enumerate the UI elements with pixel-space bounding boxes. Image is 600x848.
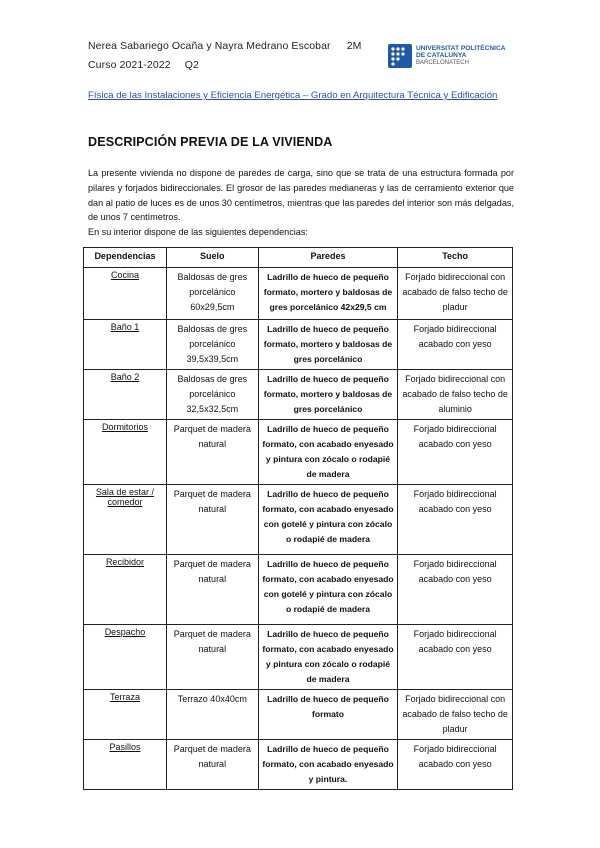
- cell-paredes: Ladrillo de hueco de pequeño formato: [258, 690, 398, 740]
- table-row: [84, 555, 513, 625]
- cell-techo: Forjado bidireccional acabado con yeso: [398, 320, 513, 370]
- cell-suelo: Parquet de madera natural: [166, 740, 258, 790]
- header-paredes: Paredes: [258, 248, 398, 268]
- header-dependencias: Dependencias: [84, 248, 167, 268]
- table-row: [84, 485, 513, 555]
- cell-suelo: Parquet de madera natural: [166, 485, 258, 555]
- upc-logo: [388, 44, 518, 72]
- header-techo: Techo: [398, 248, 513, 268]
- cell-techo: Forjado bidireccional con acabado de falso techo de pladur: [398, 690, 513, 740]
- cell-paredes: Ladrillo de hueco de pequeño formato, mortero y baldosas de gres porcelánico 42x29,5 cm: [258, 268, 398, 320]
- cell-techo: Forjado bidireccional acabado con yeso: [398, 625, 513, 690]
- cell-techo: Forjado bidireccional con acabado de falso techo de aluminio: [398, 370, 513, 420]
- cell-dependencia: Sala de estar / comedor: [84, 485, 167, 555]
- cell-paredes: Ladrillo de hueco de pequeño formato, con acabado enyesado con gotelé y pintura con zócalo o rodapié de madera: [258, 485, 398, 555]
- course-link[interactable]: Física de las Instalaciones y Eficiencia Energética – Grado en Arquitectura Técnica y Edificación: [88, 90, 498, 101]
- cell-suelo: Baldosas de gres porcelánico 60x29,5cm: [166, 268, 258, 320]
- cell-techo: Forjado bidireccional acabado con yeso: [398, 555, 513, 625]
- cell-suelo: Parquet de madera natural: [166, 555, 258, 625]
- course-text: Curso 2021-2022: [88, 59, 171, 71]
- table-row: [84, 625, 513, 690]
- logo-line3: BARCELONATECH: [416, 59, 469, 66]
- cell-dependencia: Recibidor: [84, 555, 167, 625]
- table-row: [84, 268, 513, 320]
- table-header-row: [84, 248, 513, 268]
- header-authors-line: [88, 40, 362, 52]
- cell-techo: Forjado bidireccional acabado con yeso: [398, 485, 513, 555]
- cell-suelo: Parquet de madera natural: [166, 420, 258, 485]
- table-row: [84, 370, 513, 420]
- logo-line1: UNIVERSITAT POLITÈCNICA: [416, 45, 506, 52]
- table-row: [84, 690, 513, 740]
- logo-line2: DE CATALUNYA: [416, 52, 467, 60]
- table-row: [84, 740, 513, 790]
- term-text: Q2: [184, 59, 199, 71]
- cell-dependencia: Baño 2: [84, 370, 167, 420]
- cell-techo: Forjado bidireccional con acabado de falso techo de pladur: [398, 268, 513, 320]
- group-text: 2M: [346, 40, 362, 52]
- cell-techo: Forjado bidireccional acabado con yeso: [398, 740, 513, 790]
- cell-suelo: Baldosas de gres porcelánico 39,5x39,5cm: [166, 320, 258, 370]
- cell-dependencia: Cocina: [84, 268, 167, 320]
- cell-paredes: Ladrillo de hueco de pequeño formato, con acabado enyesado y pintura con zócalo o rodapié de madera: [258, 625, 398, 690]
- cell-dependencia: Dormitorios: [84, 420, 167, 485]
- cell-dependencia: Terraza: [84, 690, 167, 740]
- cell-suelo: Terrazo 40x40cm: [166, 690, 258, 740]
- cell-techo: Forjado bidireccional acabado con yeso: [398, 420, 513, 485]
- cell-dependencia: Baño 1: [84, 320, 167, 370]
- authors-text: Nerea Sabariego Ocaña y Nayra Medrano Escobar: [88, 40, 331, 52]
- cell-paredes: Ladrillo de hueco de pequeño formato, con acabado enyesado y pintura.: [258, 740, 398, 790]
- upc-logo-text: [416, 45, 506, 67]
- table-row: [84, 420, 513, 485]
- cell-dependencia: Pasillos: [84, 740, 167, 790]
- cell-paredes: Ladrillo de hueco de pequeño formato, con acabado enyesado con gotelé y pintura con zócalo o rodapié de madera: [258, 555, 398, 625]
- intro-text: [88, 166, 514, 240]
- cell-dependencia: Despacho: [84, 625, 167, 690]
- dependencies-table: [83, 247, 513, 790]
- header-course-line: [88, 59, 199, 71]
- upc-logo-icon: [388, 44, 412, 68]
- table-row: [84, 320, 513, 370]
- cell-suelo: Baldosas de gres porcelánico 32,5x32,5cm: [166, 370, 258, 420]
- cell-suelo: Parquet de madera natural: [166, 625, 258, 690]
- cell-paredes: Ladrillo de hueco de pequeño formato, con acabado enyesado y pintura con zócalo o rodapié de madera: [258, 420, 398, 485]
- cell-paredes: Ladrillo de hueco de pequeño formato, mortero y baldosas de gres porcelánico: [258, 320, 398, 370]
- cell-paredes: Ladrillo de hueco de pequeño formato, mortero y baldosas de gres porcelánico: [258, 370, 398, 420]
- intro-line2: En su interior dispone de las siguientes dependencias:: [88, 227, 308, 238]
- header-suelo: Suelo: [166, 248, 258, 268]
- section-title: DESCRIPCIÓN PREVIA DE LA VIVIENDA: [88, 135, 333, 149]
- intro-paragraph: La presente vivienda no dispone de paredes de carga, sino que se trata de una estructura formada por pilares y forjados bidireccionales. El grosor de las paredes medianeras y las de cerramiento exterior que dan al patio de luces es de unos 30 centímetros, mientras que las paredes del interior son más delgadas, de unos 7 centímetros.: [88, 168, 514, 223]
